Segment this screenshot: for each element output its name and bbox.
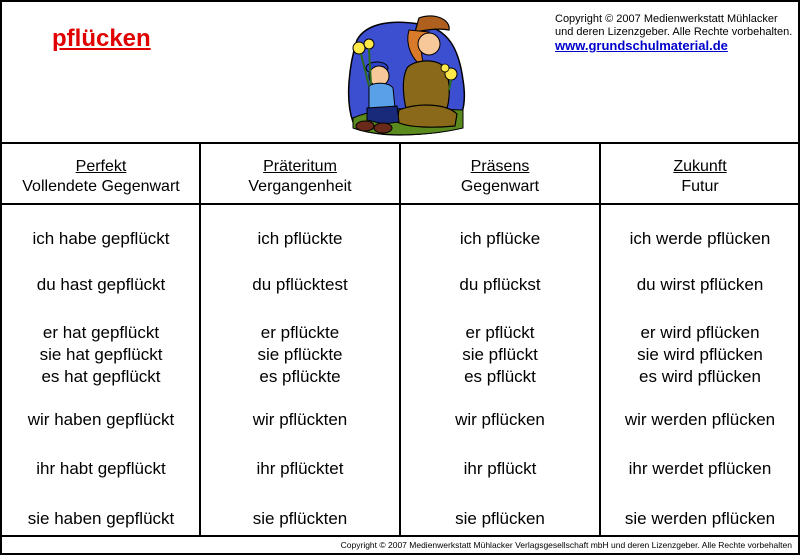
- conjugation-form: du pflücktest: [252, 275, 348, 294]
- conjugation-form: du hast gepflückt: [36, 275, 166, 294]
- conjugation-form: wir pflücken: [455, 410, 545, 429]
- conjugation-form: ich habe gepflückt: [32, 229, 170, 248]
- tense-name: Präsens: [470, 158, 530, 175]
- conjugation-form: es wird pflücken: [639, 367, 761, 386]
- conjugation-form: sie pflückt: [462, 345, 538, 364]
- conjugation-form: wir pflückten: [252, 410, 348, 429]
- conjugation-form: ihr pflücktet: [256, 459, 344, 478]
- conjugation-form: sie haben gepflückt: [27, 509, 175, 528]
- mother-child-picking-flowers-illustration: [339, 10, 469, 138]
- footer-copyright: Copyright © 2007 Medienwerkstatt Mühlacker Verlagsgesellschaft mbH und deren Lizenzgeber. Alle Rechte vorbehalten: [340, 540, 792, 550]
- copyright-notice: [555, 13, 792, 54]
- conjugation-form: ich pflücke: [459, 229, 541, 248]
- website-link[interactable]: www.grundschulmaterial.de: [555, 38, 728, 53]
- conjugation-form: er hat gepflückt: [42, 323, 160, 342]
- conjugation-form: es pflückt: [464, 367, 536, 386]
- conjugation-form: ich pflückte: [257, 229, 343, 248]
- conjugation-form: sie wird pflücken: [637, 345, 763, 364]
- verb-title: pflücken: [52, 25, 151, 52]
- column-header: [2, 157, 200, 201]
- tense-subtitle: Vergangenheit: [248, 178, 352, 195]
- conjugation-form: er pflückt: [465, 323, 535, 342]
- worksheet: [2, 2, 798, 553]
- column-header: [201, 157, 399, 201]
- conjugation-form: es hat gepflückt: [41, 367, 161, 386]
- tense-name: Perfekt: [75, 158, 127, 175]
- conjugation-form: du wirst pflücken: [636, 275, 764, 294]
- conjugation-form: ich werde pflücken: [629, 229, 771, 248]
- conjugation-form: sie pflückte: [257, 345, 343, 364]
- copyright-line-2: und deren Lizenzgeber. Alle Rechte vorbehalten.: [555, 26, 793, 38]
- conjugation-form: wir haben gepflückt: [27, 410, 175, 429]
- tense-subtitle: Gegenwart: [460, 178, 540, 195]
- conjugation-form: ihr werdet pflücken: [628, 459, 772, 478]
- tense-name: Zukunft: [673, 158, 727, 175]
- column-header: [401, 157, 599, 201]
- conjugation-form: wir werden pflücken: [624, 410, 776, 429]
- conjugation-form: sie werden pflücken: [624, 509, 776, 528]
- conjugation-form: sie pflückten: [252, 509, 348, 528]
- conjugation-form: ihr pflückt: [463, 459, 537, 478]
- conjugation-form: ihr habt gepflückt: [36, 459, 166, 478]
- copyright-line-1: Copyright © 2007 Medienwerkstatt Mühlacker: [555, 13, 778, 25]
- tense-name: Präteritum: [263, 158, 337, 175]
- tense-subtitle: Vollendete Gegenwart: [22, 178, 180, 195]
- conjugation-form: sie pflücken: [455, 509, 545, 528]
- conjugation-form: sie hat gepflückt: [39, 345, 163, 364]
- column-header: [601, 157, 798, 201]
- conjugation-form: es pflückte: [259, 367, 341, 386]
- tense-subtitle: Futur: [681, 178, 719, 195]
- conjugation-form: er wird pflücken: [640, 323, 760, 342]
- conjugation-form: er pflückte: [260, 323, 340, 342]
- conjugation-form: du pflückst: [459, 275, 541, 294]
